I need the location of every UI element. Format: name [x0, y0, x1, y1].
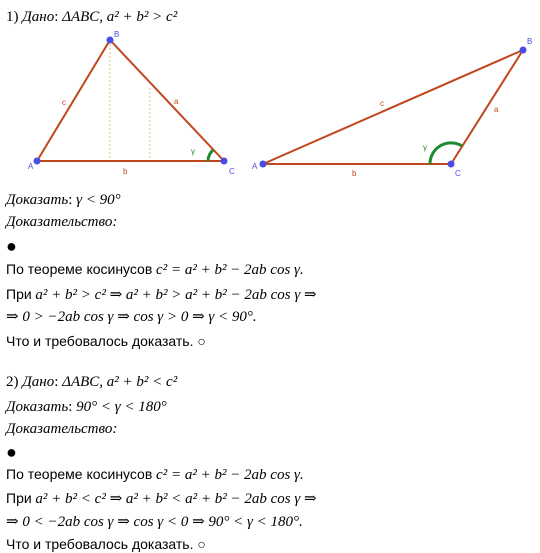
part2-prove-statement: 90° < γ < 180°	[76, 399, 167, 415]
part2-heading: 2) Дано: ΔABC, a² + b² < c²	[6, 374, 178, 390]
part2-line2	[6, 489, 317, 508]
figure2-side-c	[263, 50, 523, 164]
part1-prove-statement: γ < 90°	[76, 192, 121, 208]
part1-given-label: Дано	[22, 9, 55, 25]
figure1-label-c: c	[62, 98, 66, 107]
figure2-label-c: c	[380, 99, 384, 108]
part1-number: 1)	[6, 9, 19, 25]
triangle-figures	[0, 0, 540, 190]
part2-given-label: Дано	[22, 374, 55, 390]
part2-line3: ⇒ 0 < −2ab cos γ ⇒ cos γ < 0 ⇒ 90° < γ < 180°.	[6, 514, 303, 530]
part2-bullet: ●	[6, 442, 17, 462]
part2-number: 2)	[6, 374, 19, 390]
figure1-label-a: a	[174, 97, 179, 106]
part2-line1	[6, 465, 304, 484]
part2-line2-prefix: При	[6, 490, 32, 506]
part1-line1-text: По теореме косинусов	[6, 261, 153, 277]
part1-proof-label: Доказательство:	[6, 214, 118, 230]
figure1-label-b: b	[123, 167, 128, 176]
part1-bullet: ●	[6, 236, 17, 256]
figure2-vertex-c	[448, 161, 455, 168]
part2-condition: ΔABC, a² + b² < c²	[62, 374, 178, 390]
part2-line1-text: По теореме косинусов	[6, 466, 153, 482]
figure2-label-B: B	[527, 37, 533, 46]
figure2-label-a: a	[494, 105, 499, 114]
figure2-label-gamma: γ	[423, 143, 427, 152]
part1-prove-label: Доказать	[6, 192, 69, 208]
part2-conclusion: Что и требовалось доказать. ○	[6, 536, 206, 552]
figure2-obtuse-triangle	[252, 37, 532, 178]
part2-line2-formula: a² + b² < c² ⇒ a² + b² < a² + b² − 2ab cos γ ⇒	[35, 491, 317, 507]
part1-line1-formula: c² = a² + b² − 2ab cos γ.	[156, 262, 304, 278]
part1-line2	[6, 285, 317, 304]
figure2-vertex-b	[520, 47, 527, 54]
figure1-vertex-c	[221, 158, 228, 165]
figure2-vertex-a	[260, 161, 267, 168]
part1-line2-formula: a² + b² > c² ⇒ a² + b² > a² + b² − 2ab cos γ ⇒	[35, 287, 317, 303]
figure1-label-B: B	[114, 30, 120, 39]
part2-prove-label: Доказать	[6, 399, 69, 415]
part1-line3: ⇒ 0 > −2ab cos γ ⇒ cos γ > 0 ⇒ γ < 90°.	[6, 309, 257, 325]
part1-conclusion: Что и требовалось доказать. ○	[6, 333, 206, 349]
figure1-side-a	[110, 40, 224, 161]
part2-prove: Доказать: 90° < γ < 180°	[6, 399, 167, 415]
figure2-label-b: b	[352, 169, 357, 178]
figure1-acute-triangle	[28, 30, 235, 176]
part1-line1	[6, 260, 304, 279]
figure1-vertex-b	[107, 37, 114, 44]
part2-proof-label: Доказательство:	[6, 421, 118, 437]
part1-heading: 1) Дано: ΔABC, a² + b² > c²	[6, 9, 178, 25]
figure1-side-c	[37, 40, 110, 161]
figure2-side-a	[451, 50, 523, 164]
part1-line2-prefix: При	[6, 286, 32, 302]
figure1-label-C: C	[229, 167, 235, 176]
figure2-label-A: A	[252, 162, 258, 171]
figure1-label-gamma: γ	[191, 147, 195, 156]
part1-prove: Доказать: γ < 90°	[6, 192, 121, 208]
figure1-label-A: A	[28, 162, 34, 171]
figure1-vertex-a	[34, 158, 41, 165]
part2-line1-formula: c² = a² + b² − 2ab cos γ.	[156, 467, 304, 483]
figure2-label-C: C	[455, 169, 461, 178]
figure1-angle-gamma-arc	[208, 150, 213, 161]
part1-condition: ΔABC, a² + b² > c²	[62, 9, 178, 25]
